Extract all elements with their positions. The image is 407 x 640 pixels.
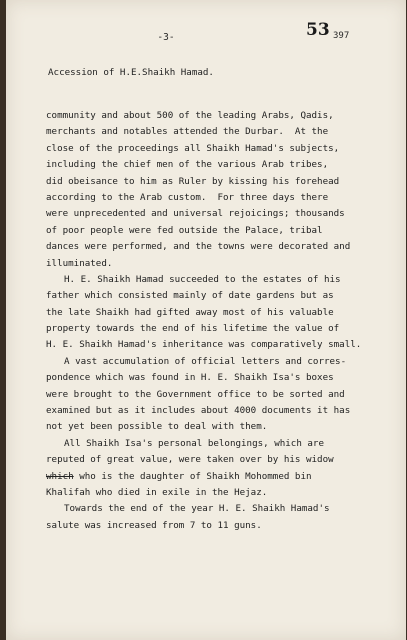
text-line <box>46 469 386 485</box>
text-line: not yet been possible to deal with them. <box>46 421 268 433</box>
text-line: the late Shaikh had gifted away most of his valuable <box>46 306 334 318</box>
text-line: dances were performed, and the towns were decorated and <box>46 241 351 253</box>
text-line: merchants and notables attended the Durbar. At the <box>46 126 329 138</box>
text-line: community and about 500 of the leading Arabs, Qadis, <box>46 110 334 121</box>
text-line: according to the Arab custom. For three days there <box>46 191 329 203</box>
text-line: reputed of great value, were taken over by his widow <box>46 454 334 466</box>
section-title: Accession of H.E.Shaikh Hamad. <box>48 67 214 78</box>
struck-word: which <box>46 470 74 482</box>
page-number: -3- <box>157 32 175 43</box>
text-line: close of the proceedings all Shaikh Hamad's subjects, <box>46 142 340 154</box>
text-line: did obeisance to him as Ruler by kissing his forehead <box>46 175 340 187</box>
text-line: All Shaikh Isa's personal belongings, which are <box>64 437 324 449</box>
text-line: including the chief men of the various Arab tribes, <box>46 159 329 171</box>
text-line: H. E. Shaikh Hamad's inheritance was comparatively small. <box>46 339 362 351</box>
body-text <box>46 108 386 534</box>
text-line: pondence which was found in H. E. Shaikh Isa's boxes <box>46 372 334 384</box>
folio-number: 53 <box>306 20 330 40</box>
text-line: father which consisted mainly of date gardens but as <box>46 290 334 302</box>
text-line: Towards the end of the year H. E. Shaikh Hamad's <box>64 503 330 515</box>
text-line: Khalifah who died in exile in the Hejaz. <box>46 486 268 498</box>
text-line: H. E. Shaikh Hamad succeeded to the estates of his <box>64 273 341 285</box>
text-line: property towards the end of his lifetime the value of <box>46 323 340 335</box>
folio-alt-number: 397 <box>333 31 350 41</box>
text-line: salute was increased from 7 to 11 guns. <box>46 519 262 531</box>
document-page <box>6 0 406 640</box>
text-line: were brought to the Government office to be sorted and <box>46 388 345 400</box>
text-line: A vast accumulation of official letters and corres- <box>64 355 347 367</box>
line-text: who is the daughter of Shaikh Mohommed bin <box>73 470 312 482</box>
text-line: examined but as it includes about 4000 documents it has <box>46 405 351 417</box>
text-line: illuminated. <box>46 257 113 269</box>
text-line: of poor people were fed outside the Palace, tribal <box>46 224 323 236</box>
text-line: were unprecedented and universal rejoicings; thousands <box>46 208 345 220</box>
